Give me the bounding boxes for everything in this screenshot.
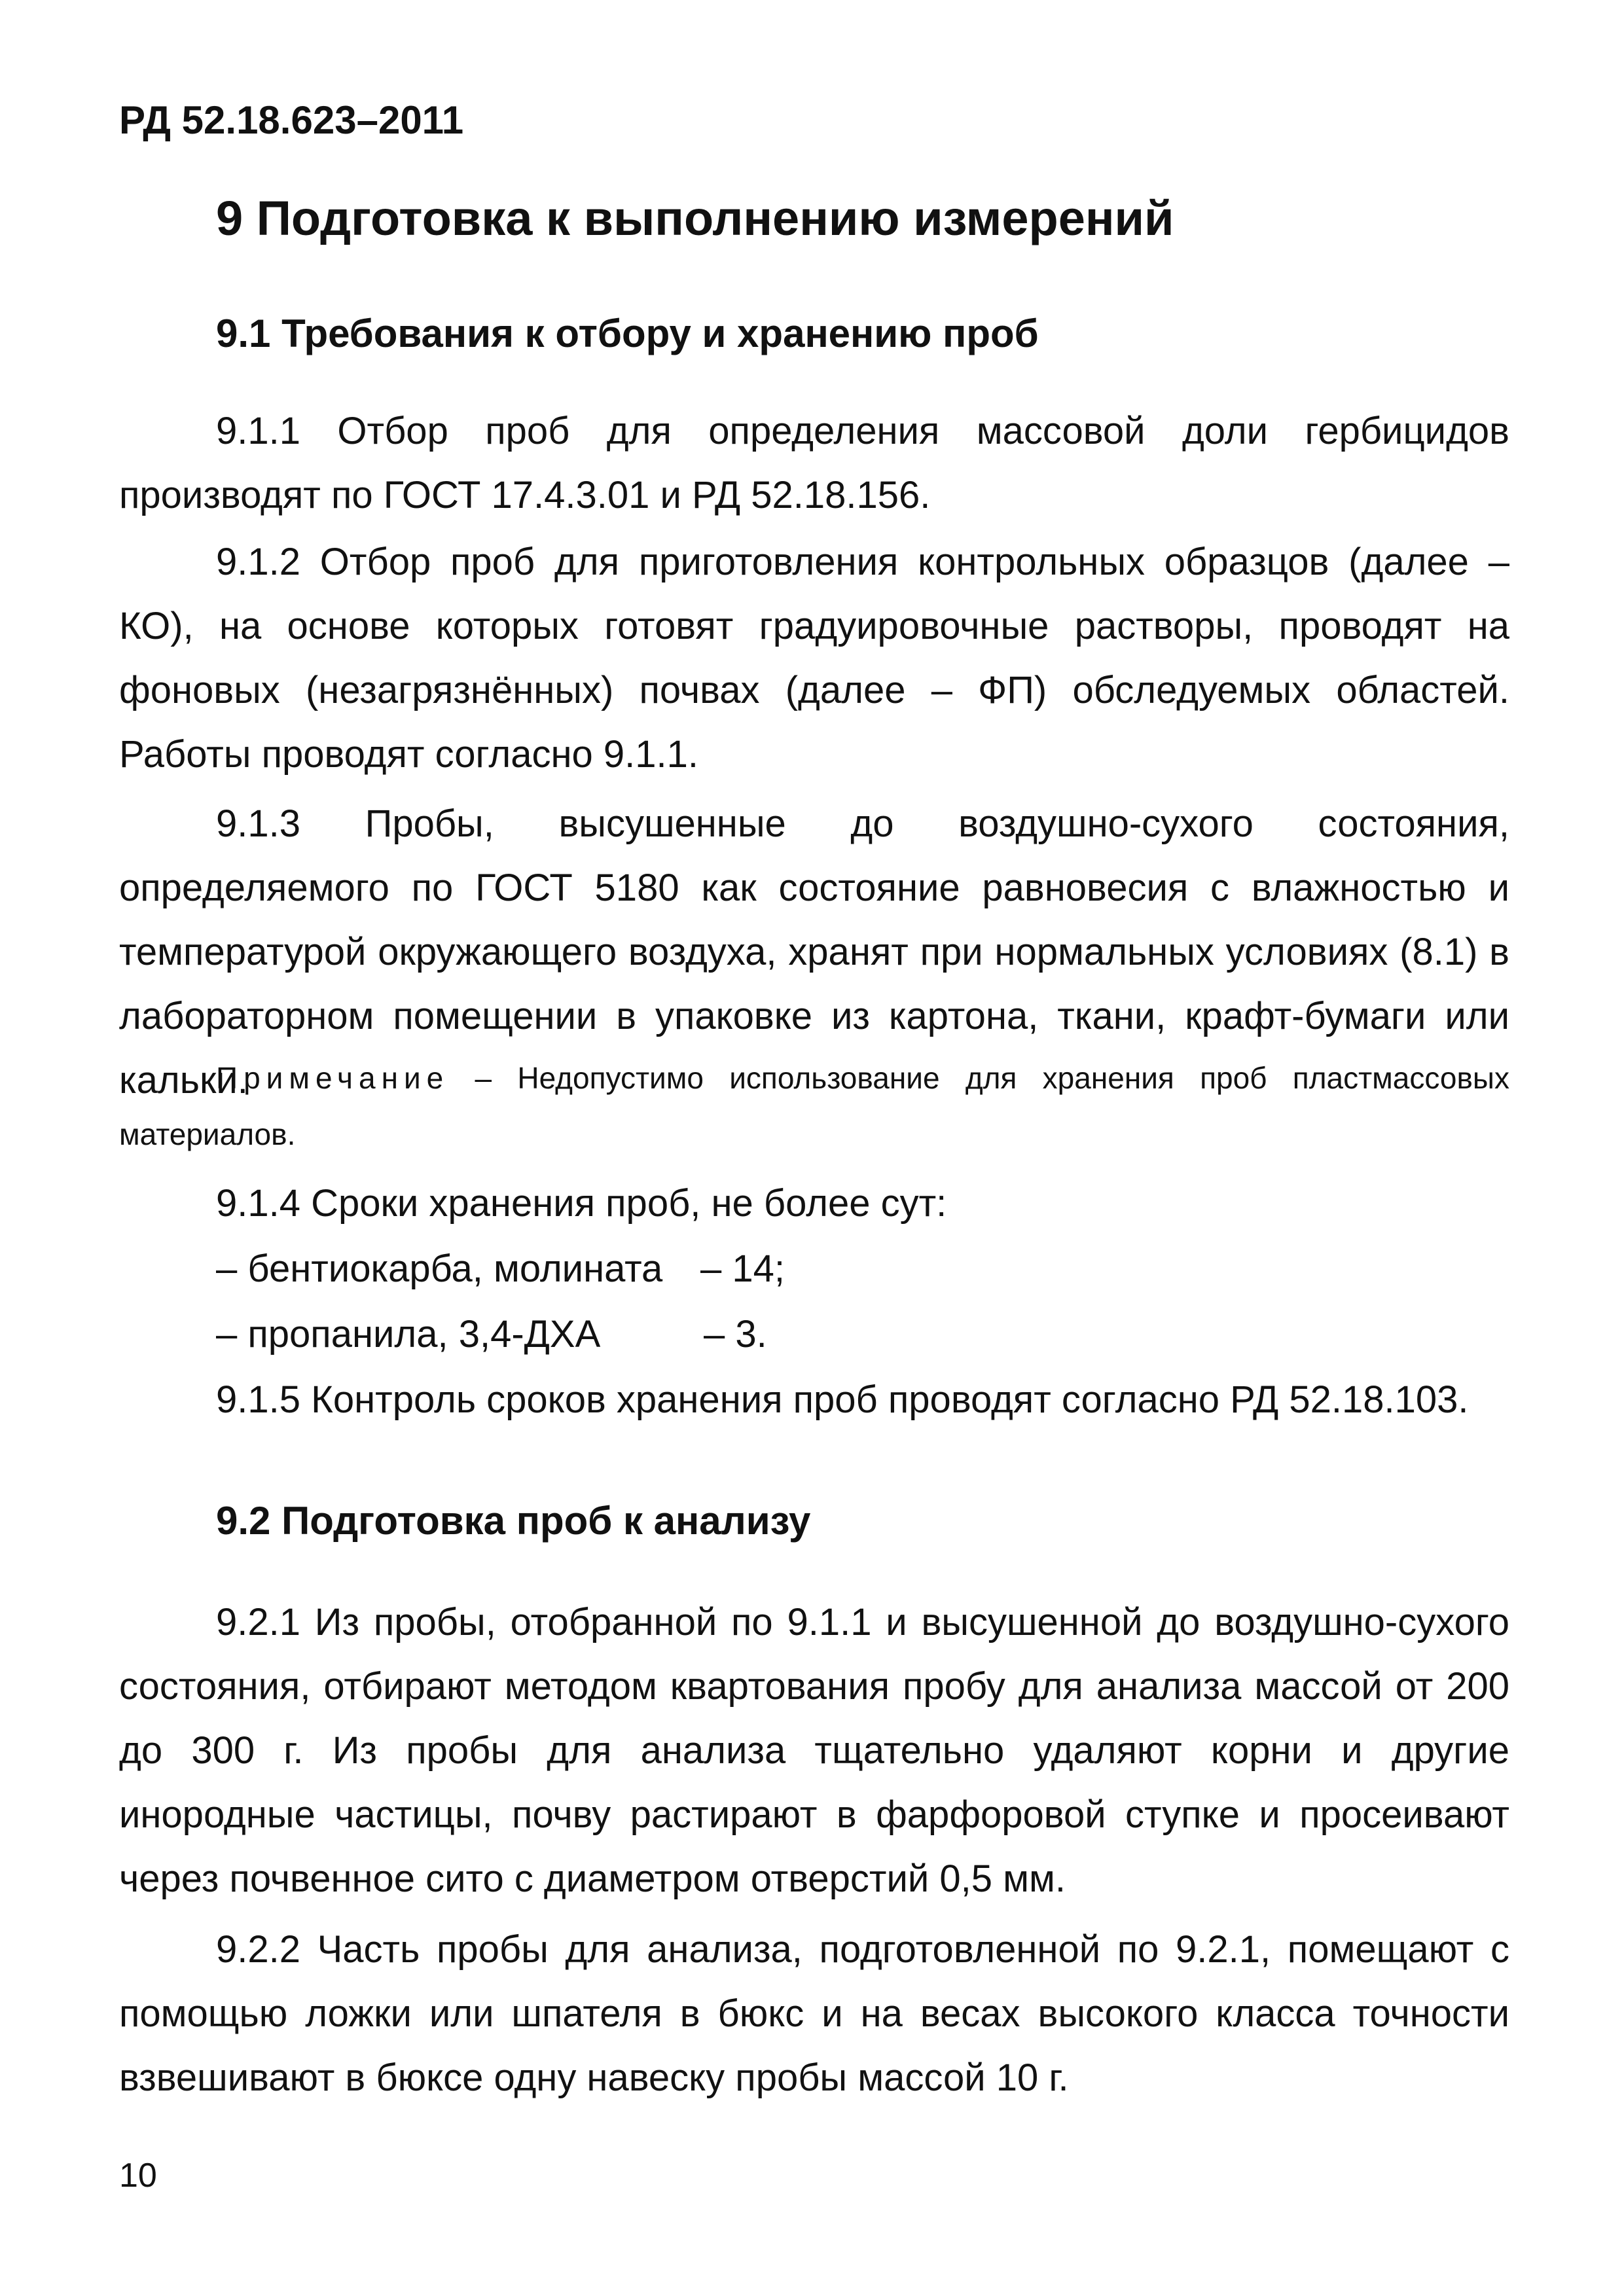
list-item-name: – пропанила, 3,4-ДХА [216,1313,601,1355]
paragraph-9-1-3: 9.1.3 Пробы, высушенные до воздушно-сухого состояния, определяемого по ГОСТ 5180 как состояние равновесия с влажностью и температурой окружающего воздуха, хранят при нормальных условиях (8.1) в лабораторном помещении в упаковке из картона, ткани, крафт-бумаги или кальки. [119,802,1509,1102]
paragraph-9-1-2: 9.1.2 Отбор проб для приготовления контрольных образцов (далее – КО), на основе которых готовят градуировочные растворы, проводят на фоновых (незагрязнённых) почвах (далее – ФП) обследуемых областей. Работы проводят согласно 9.1.1. [119,541,1509,776]
note-label: Примечание [216,1061,450,1095]
paragraph-9-2-1: 9.2.1 Из пробы, отобранной по 9.1.1 и высушенной до воздушно-сухого состояния, отбирают методом квартования пробу для анализа массой от 200 до 300 г. Из пробы для анализа тщательно удаляют корни и другие инородные частицы, почву растирают в фарфоровой ступке и просеивают через почвенное сито с диаметром отверстий 0,5 мм. [119,1601,1509,1900]
paragraph-9-1-1: 9.1.1 Отбор проб для определения массовой доли гербицидов производят по ГОСТ 17.4.3.01 и РД 52.18.156. [119,410,1509,516]
section-9-1-heading: 9.1 Требования к отбору и хранению проб [216,312,1039,355]
note [119,1050,1509,1162]
paragraph-9-2-2: 9.2.2 Часть пробы для анализа, подготовленной по 9.2.1, помещают с помощью ложки или шпателя в бюкс и на весах высокого класса точности взвешивают в бюксе одну навеску пробы массой 10 г. [119,1928,1509,2099]
list-item-value: – 14; [700,1247,785,1290]
document-code: РД 52.18.623–2011 [119,98,464,142]
section-9-heading: 9 Подготовка к выполнению измерений [216,191,1174,245]
paragraph-9-1-5: 9.1.5 Контроль сроков хранения проб проводят согласно РД 52.18.103. [216,1378,1469,1421]
paragraph-9-1-4: 9.1.4 Сроки хранения проб, не более сут: [216,1182,947,1225]
note-text: – Недопустимо использование для хранения проб пластмассовых материалов. [119,1061,1509,1151]
list-item-name: – бентиокарба, молината [216,1247,663,1290]
page-number: 10 [119,2157,157,2195]
section-9-2-heading: 9.2 Подготовка проб к анализу [216,1499,811,1543]
list-item-value: – 3. [704,1313,767,1355]
